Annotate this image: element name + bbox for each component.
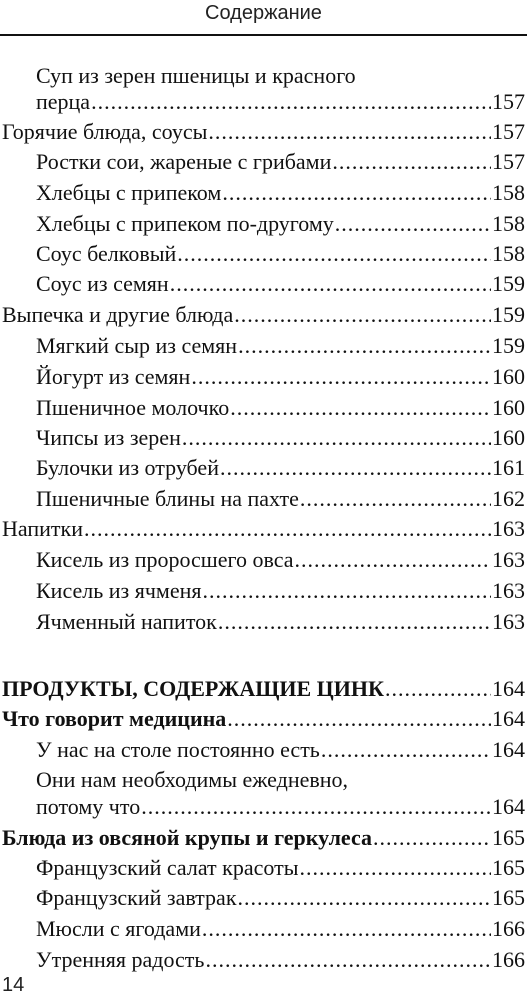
dot-leader [84,516,491,542]
header-rule [0,34,527,36]
dot-leader [218,609,491,635]
toc-section-entry[interactable] [2,706,525,732]
toc-page-number: 161 [492,455,525,480]
toc-entry[interactable] [36,547,525,573]
toc-entry[interactable] [36,916,525,942]
dot-leader [177,241,491,267]
toc-entry-label: Что говорит медицина [2,706,227,731]
toc-page-number: 166 [492,947,525,972]
toc-page-number: 159 [492,302,525,327]
dot-leader [295,547,491,573]
toc-page-number: 166 [492,916,525,941]
toc-entry-label: Кисель из проросшего овса [36,547,294,572]
running-header [0,0,527,40]
toc-entry-label: Пшеничное молочко [36,395,230,420]
toc-page-number: 164 [492,737,525,762]
dot-leader [220,455,491,481]
toc-page-number: 163 [492,609,525,634]
dot-leader [300,486,491,512]
toc-entry[interactable] [36,737,525,763]
toc-entry[interactable] [36,455,525,481]
toc-entry-label: Мягкий сыр из семян [36,333,238,358]
dot-leader [91,89,491,115]
toc-page-number: 165 [492,825,525,850]
toc-entry-label: Блюда из овсяной крупы и геркулеса [2,825,372,850]
toc-page-number: 158 [492,211,525,236]
toc-entry-label: Хлебцы с припеком по-другому [36,211,334,236]
toc-page-number: 159 [492,271,525,296]
running-header-title: Содержание [205,2,322,24]
toc-page-number: 164 [492,676,525,701]
dot-leader [385,676,491,702]
toc-chapter-entry[interactable] [2,676,525,702]
dot-leader [202,916,491,942]
toc-entry[interactable] [36,241,525,267]
toc-page-number: 160 [492,395,525,420]
toc-page-number: 157 [492,119,525,144]
toc-entry-label: Выпечка и другие блюда [2,302,234,327]
toc-page-number: 163 [492,578,525,603]
toc-entry-label: Пшеничные блины на пахте [36,486,299,511]
toc-entry[interactable] [36,180,525,206]
toc-entry-label: Чипсы из зерен [36,425,181,450]
toc-entry[interactable] [36,947,525,973]
toc-entry[interactable] [36,149,525,175]
toc-page-number: 164 [492,706,525,731]
toc-entry[interactable] [36,89,525,115]
toc-entry-first-line: Суп из зерен пшеницы и красного [36,63,356,88]
dot-leader [300,855,492,881]
toc-entry-label: Французский завтрак [36,885,237,910]
dot-leader [238,333,491,359]
toc-entry-label: потому что [36,794,141,819]
toc-section-entry[interactable] [2,825,525,851]
toc-entry[interactable] [36,578,525,604]
toc-entry-label: Булочки из отрубей [36,455,219,480]
dot-leader [230,395,491,421]
dot-leader [332,149,491,175]
toc-entry[interactable] [36,395,525,421]
dot-leader [227,706,491,732]
toc-entry[interactable] [36,794,525,820]
toc-page-number: 163 [492,516,525,541]
toc-entry-label: Ростки сои, жареные с грибами [36,149,332,174]
dot-leader [182,425,491,451]
toc-entry-label: Хлебцы с припеком [36,180,222,205]
toc-entry-label: Йогурт из семян [36,364,191,389]
toc-page-number: 165 [492,885,525,910]
toc-entry-label: Кисель из ячменя [36,578,202,603]
toc-entry-label: Утренняя радость [36,947,205,972]
toc-section-entry[interactable] [2,516,525,542]
toc-entry-label: Соус из семян [36,271,169,296]
toc-entry[interactable] [36,609,525,635]
toc-section-entry[interactable] [2,119,525,145]
toc-entry-label: ПРОДУКТЫ, СОДЕРЖАЩИЕ ЦИНК [2,676,384,701]
toc-page-number: 159 [492,333,525,358]
dot-leader [321,737,491,763]
dot-leader [234,302,491,328]
toc-entry-label: У нас на столе постоянно есть [36,737,320,762]
dot-leader [205,947,491,973]
dot-leader [335,211,491,237]
dot-leader [191,364,491,390]
page-number: 14 [2,974,25,996]
toc-page-number: 158 [492,241,525,266]
toc-entry-label: Французский салат красоты [36,855,299,880]
dot-leader [238,885,491,911]
toc-entry[interactable] [36,333,525,359]
toc-entry[interactable] [36,364,525,390]
dot-leader [208,119,491,145]
toc-entry[interactable] [36,885,525,911]
toc-entry[interactable] [36,211,525,237]
toc-entry-label: Ячменный напиток [36,609,217,634]
toc-page-number: 157 [492,89,525,114]
dot-leader [373,825,491,851]
toc-entry[interactable] [36,486,525,512]
toc-entry[interactable] [36,855,525,881]
toc-page-number: 162 [492,486,525,511]
toc-entry-label: Напитки [2,516,83,541]
toc-page-number: 158 [492,180,525,205]
toc-entry[interactable] [36,425,525,451]
toc-page-number: 165 [492,855,525,880]
toc-page-number: 163 [492,547,525,572]
toc-entry-label: Соус белковый [36,241,177,266]
toc-entry-label: перца [36,89,91,114]
toc-entry-first-line: Они нам необходимы ежедневно, [36,767,349,792]
dot-leader [141,794,491,820]
toc-section-entry[interactable] [2,302,525,328]
toc-page-number: 160 [492,364,525,389]
toc-entry-label: Мюсли с ягодами [36,916,201,941]
toc-entry-label: Горячие блюда, соусы [2,119,208,144]
dot-leader [170,271,491,297]
toc-entry[interactable] [36,271,525,297]
dot-leader [202,578,491,604]
dot-leader [222,180,491,206]
toc-page-number: 160 [492,425,525,450]
toc-page-number: 164 [492,794,525,819]
toc-page-number: 157 [492,149,525,174]
